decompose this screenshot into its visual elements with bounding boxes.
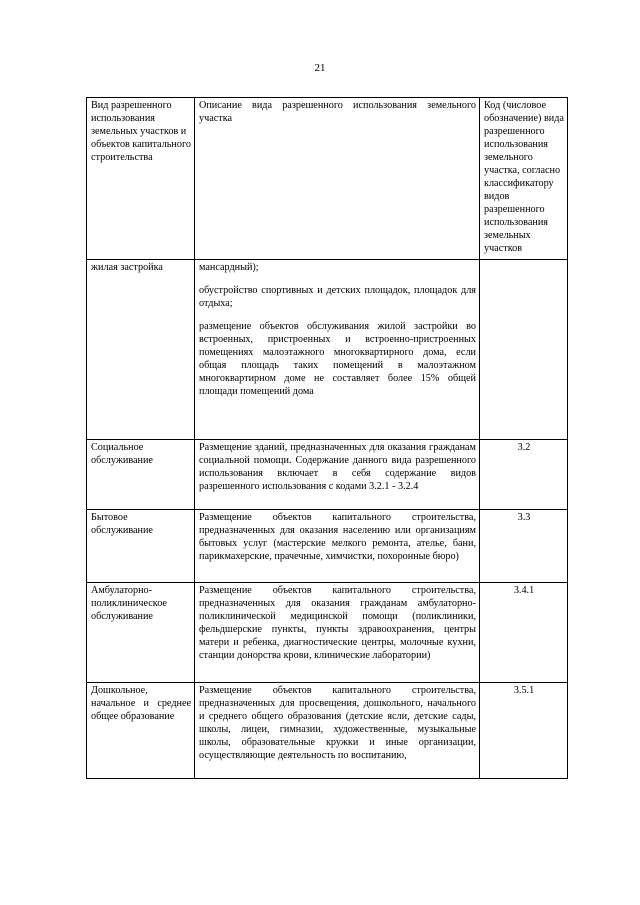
land-use-table xyxy=(86,97,568,779)
header-description: Описание вида разрешенного использования земельного участка xyxy=(195,98,480,260)
row-description: Размещение объектов капитального строительства, предназначенных для просвещения, дошкольного, начального и среднего общего образования (детские ясли, детские сады, школы, лицеи, гимназии, художественные, музыкальные школы, образовательные кружки и иные организации, осуществляющие деятельность по воспитанию, xyxy=(195,683,480,779)
table-row xyxy=(87,510,568,583)
row-name: Бытовое обслуживание xyxy=(87,510,195,583)
row-name: Социальное обслуживание xyxy=(87,440,195,510)
row-description: Размещение объектов капитального строительства, предназначенных для оказания населению или организациям бытовых услуг (мастерские мелкого ремонта, ателье, бани, парикмахерские, прачечные, химчистки, похоронные бюро) xyxy=(195,510,480,583)
row-code: 3.4.1 xyxy=(480,583,568,683)
row-description: Размещение объектов капитального строительства, предназначенных для оказания гражданам амбулаторно-поликлинической медицинской помощи (поликлиники, фельдшерские пункты, пункты здравоохранения, центры матери и ребенка, диагностические центры, молочные кухни, станции донорства крови, клинические лаборатории) xyxy=(195,583,480,683)
table-row xyxy=(87,440,568,510)
row-code xyxy=(480,260,568,440)
table-row xyxy=(87,583,568,683)
description-paragraph: мансардный); xyxy=(199,262,259,273)
row-description: Размещение зданий, предназначенных для оказания гражданам социальной помощи. Содержание данного вида разрешенного использования включает в себя содержание видов разрешенного использования с кодами 3.2.1 - 3.2.4 xyxy=(195,440,480,510)
table-row xyxy=(87,683,568,779)
row-code: 3.3 xyxy=(480,510,568,583)
table-header-row xyxy=(87,98,568,260)
description-paragraph: обустройство спортивных и детских площадок, площадок для отдыха; xyxy=(199,285,476,309)
table-row xyxy=(87,260,568,440)
page-number: 21 xyxy=(314,62,326,74)
row-code: 3.2 xyxy=(480,440,568,510)
row-description xyxy=(195,260,480,440)
row-name: Дошкольное, начальное и среднее общее образование xyxy=(87,683,195,779)
row-name: жилая застройка xyxy=(87,260,195,440)
description-paragraph: размещение объектов обслуживания жилой застройки во встроенных, пристроенных и встроенно-пристроенных помещениях малоэтажного многоквартирного дома, если общая площадь таких помещений в малоэтажном многоквартирном доме не составляет более 15% общей площади помещений дома xyxy=(199,321,476,397)
header-use-type: Вид разрешенного использования земельных участков и объектов капитального строительства xyxy=(87,98,195,260)
header-code: Код (числовое обозначение) вида разрешенного использования земельного участка, согласно классификатору видов разрешенного использования земельных участков xyxy=(480,98,568,260)
row-code: 3.5.1 xyxy=(480,683,568,779)
row-name: Амбулаторно-поликлиническое обслуживание xyxy=(87,583,195,683)
